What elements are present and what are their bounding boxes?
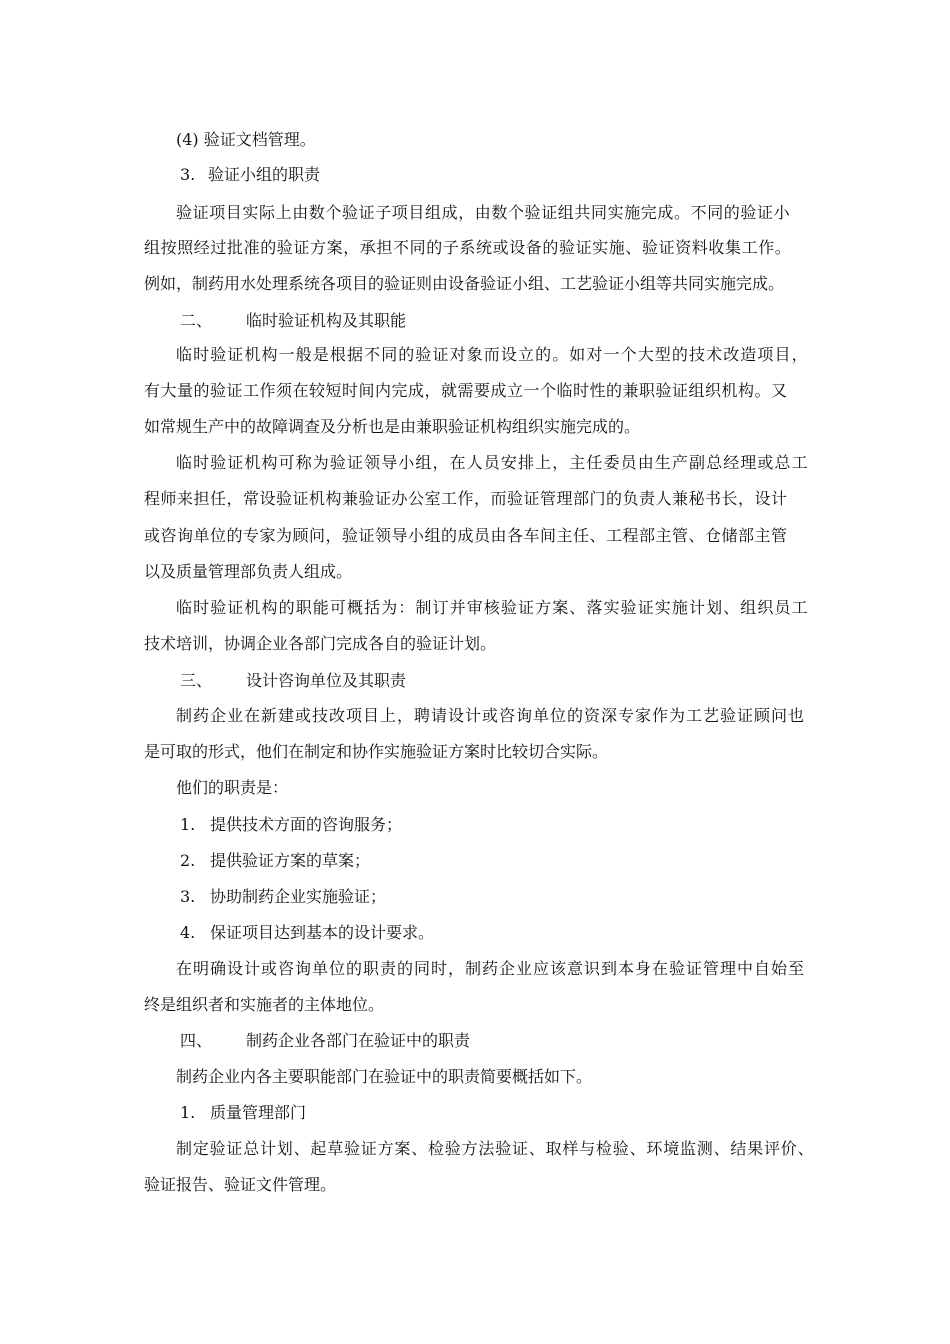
paragraph-line xyxy=(144,634,496,654)
item-number: 4. xyxy=(180,923,196,942)
heading-text: 设计咨询单位及其职责 xyxy=(246,671,407,690)
line-text: 临时验证机构的职能可概括为：制订并审核验证方案、落实验证实施计划、组织员工 xyxy=(176,598,809,617)
paragraph-line xyxy=(144,417,640,437)
paragraph-line xyxy=(176,453,809,473)
line-text: 制药企业内各主要职能部门在验证中的职责简要概括如下。 xyxy=(176,1067,593,1086)
paragraph-line xyxy=(176,345,809,365)
paragraph-line xyxy=(144,489,788,509)
heading-text: 制药企业各部门在验证中的职责 xyxy=(246,1031,471,1050)
heading-number: 二、 xyxy=(180,311,213,330)
heading-number: 三、 xyxy=(180,671,213,690)
paragraph-line xyxy=(144,742,608,762)
heading-text: 临时验证机构及其职能 xyxy=(246,311,407,330)
line-text: 是可取的形式，他们在制定和协作实施验证方案时比较切合实际。 xyxy=(144,742,609,761)
paragraph-line xyxy=(144,274,784,294)
heading-text: 验证小组的职责 xyxy=(208,165,321,184)
item-number: 3. xyxy=(180,887,196,906)
heading-number: 四、 xyxy=(180,1031,213,1050)
item-text: 提供验证方案的草案； xyxy=(210,851,371,870)
list-item xyxy=(180,1103,306,1123)
list-item xyxy=(180,815,402,835)
item-text: 协助制药企业实施验证； xyxy=(210,887,387,906)
paragraph-line xyxy=(176,203,790,223)
section-heading xyxy=(180,311,406,331)
line-text: 程师来担任，常设验证机构兼验证办公室工作，而验证管理部门的负责人兼秘书长，设计 xyxy=(144,489,788,508)
line-text: 在明确设计或咨询单位的职责的同时，制药企业应该意识到本身在验证管理中自始至 xyxy=(176,959,806,978)
heading-number: 3. xyxy=(180,165,196,184)
item-number: 1. xyxy=(180,1103,196,1122)
line-text: 以及质量管理部负责人组成。 xyxy=(144,562,353,581)
section-heading xyxy=(180,165,320,185)
item-text: 保证项目达到基本的设计要求。 xyxy=(210,923,435,942)
line-text: 例如，制药用水处理系统各项目的验证则由设备验证小组、工艺验证小组等共同实施完成。 xyxy=(144,274,785,293)
line-text: 临时验证机构一般是根据不同的验证对象而设立的。如对一个大型的技术改造项目， xyxy=(176,345,809,364)
line-text: 或咨询单位的专家为顾问，验证领导小组的成员由各车间主任、工程部主管、仓储部主管 xyxy=(144,526,788,545)
list-item xyxy=(176,130,316,150)
item-text: 质量管理部门 xyxy=(210,1103,307,1122)
paragraph-line xyxy=(144,995,384,1015)
line-text: 验证项目实际上由数个验证子项目组成，由数个验证组共同实施完成。不同的验证小 xyxy=(176,203,791,222)
paragraph-line xyxy=(176,959,805,979)
line-text: 如常规生产中的故障调查及分析也是由兼职验证机构组织实施完成的。 xyxy=(144,417,641,436)
item-number: 1. xyxy=(180,815,196,834)
line-text: 临时验证机构可称为验证领导小组，在人员安排上，主任委员由生产副总经理或总工 xyxy=(176,453,809,472)
paragraph-line xyxy=(144,562,352,582)
paragraph-line xyxy=(144,238,791,258)
paragraph-line xyxy=(144,526,788,546)
line-text: 技术培训，协调企业各部门完成各自的验证计划。 xyxy=(144,634,497,653)
line-text: (4) 验证文档管理。 xyxy=(176,130,316,149)
paragraph-line xyxy=(176,1067,592,1087)
line-text: 制药企业在新建或技改项目上，聘请设计或咨询单位的资深专家作为工艺验证顾问也 xyxy=(176,706,806,725)
line-text: 制定验证总计划、起草验证方案、检验方法验证、取样与检验、环境监测、结果评价、 xyxy=(176,1139,815,1158)
paragraph-line xyxy=(176,598,809,618)
list-item xyxy=(180,851,370,871)
list-item xyxy=(180,923,434,943)
paragraph-line xyxy=(176,778,288,798)
paragraph-line xyxy=(144,381,788,401)
line-text: 终是组织者和实施者的主体地位。 xyxy=(144,995,385,1014)
list-item xyxy=(180,887,386,907)
item-number: 2. xyxy=(180,851,196,870)
line-text: 组按照经过批准的验证方案，承担不同的子系统或设备的验证实施、验证资料收集工作。 xyxy=(144,238,792,257)
section-heading xyxy=(180,1031,470,1051)
line-text: 他们的职责是： xyxy=(176,778,289,797)
line-text: 验证报告、验证文件管理。 xyxy=(144,1175,337,1194)
paragraph-line xyxy=(176,1139,814,1159)
paragraph-line xyxy=(144,1175,336,1195)
line-text: 有大量的验证工作须在较短时间内完成，就需要成立一个临时性的兼职验证组织机构。又 xyxy=(144,381,788,400)
paragraph-line xyxy=(176,706,805,726)
section-heading xyxy=(180,671,406,691)
item-text: 提供技术方面的咨询服务； xyxy=(210,815,403,834)
